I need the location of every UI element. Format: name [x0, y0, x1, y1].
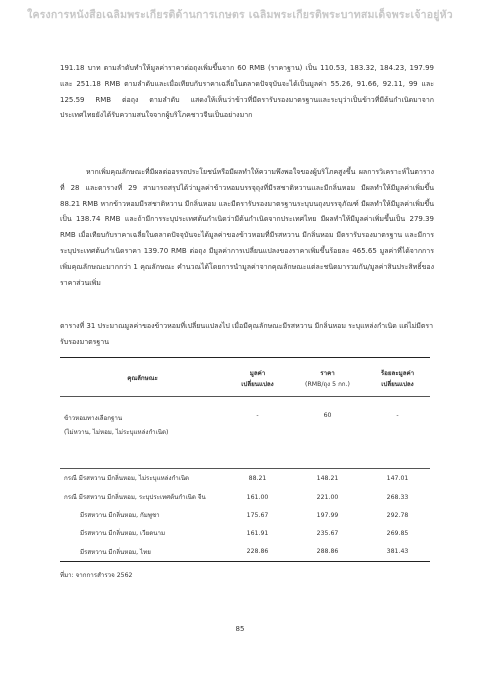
table-row [60, 468, 430, 488]
row-label: กรณี มีรสหวาน มีกลิ่นหอม, ไม่ระบุแหล่งกำเนิด [64, 475, 190, 482]
running-header: ใครงการหนังสือเฉลิมพระเกียรติด้านการเกษตร เฉลิมพระเกียรติพระบาทสมเด็จพระเจ้าอยู่หัว [27, 9, 453, 21]
row-value: 161.91 [246, 529, 269, 537]
header-percent-line2: เปลี่ยนแปลง [381, 380, 414, 388]
table-row [60, 524, 430, 542]
row-price: 197.99 [316, 511, 339, 519]
header-value-change [225, 361, 290, 396]
paragraph-continued: 191.18 บาท ตามลำดับทำให้มูลค่าราคาต่อถุงเพิ่มขึ้นจาก 60 RMB (ราคาฐาน) เป็น 110.53, 183.32, 184.23, 197.99 และ 251.18 RMB ตามลำดับและเมื่อเทียบกับราคาเฉลี่ยในตลาดปัจจุบันจะได้เป็นมูลค่า 55.26, 91.66, 92.11, 99 และ 125.59 RMB ต่อถุง ตามลำดับ แสดงให้เห็นว่าข้าวที่มีตรารับรองมาตรฐานและระบุว่าเป็นข้าวที่มีต้นกำเนิดมาจากประเทศไทยยังได้รับความสนใจจากผู้บริโภคชาวจีนเป็นอย่างมาก [60, 64, 434, 120]
row-percent: 147.01 [386, 474, 409, 482]
page-number: 85 [235, 625, 245, 633]
paragraph-analysis: หากเพิ่มคุณลักษณะที่มีผลต่ออรรถประโยชน์หรือมีผลทำให้ความพึงพอใจของผู้บริโภคสูงขึ้น ผลการวิเคราะห์ในตารางที่ 28 และตารางที่ 29 สามารถสรุปได้ว่ามูลค่าข้าวหอมบรรจุถุงที่มีรสชาติหวานและมีกลิ่นหอม มีผลทำให้มีมูลค่าเพิ่มขึ้น 88.21 RMB หากข้าวหอมมีรสชาติหวาน มีกลิ่นหอม และมีตรารับรองมาตรฐานระบุบนถุงบรรจุภัณฑ์ มีผลทำให้มีมูลค่าเพิ่มขึ้นเป็น 138.74 RMB และถ้ามีการระบุประเทศต้นกำเนิดว่ามีต้นกำเนิดจากประเทศไทย มีผลทำให้มีมูลค่าเพิ่มขึ้นเป็น 279.39 RMB เมื่อเทียบกับราคาเฉลี่ยในตลาดปัจจุบันจะได้มูลค่าของข้าวหอมที่มีรสหวาน มีกลิ่นหอม มีตรารับรองมาตรฐาน และมีการระบุประเทศต้นกำเนิดราคา 139.70 RMB ต่อถุง มีมูลค่าการเปลี่ยนแปลงของราคาเพิ่มขึ้นร้อยละ 465.65 มูลค่าที่ได้จากการเพิ่มคุณลักษณะมากกว่า 1 คุณลักษณะ คำนวณได้โดยการนำมูลค่าจากคุณลักษณะแต่ละชนิดมารวมกัน/มูลค่าสินประสิทธิ์ของราคาส่วนเพิ่ม [60, 168, 434, 287]
row-price: 148.21 [316, 474, 339, 482]
base-percent: - [396, 412, 399, 419]
table-row [60, 542, 430, 561]
row-percent: 268.33 [386, 493, 409, 501]
row-label: มีรสหวาน มีกลิ่นหอม, กัมพูชา [80, 512, 160, 519]
header-attribute: คุณลักษณะ [127, 375, 158, 382]
table-row [60, 488, 430, 506]
table-top-rule [60, 357, 430, 358]
table-caption: ตารางที่ 31 ประมาณมูลค่าของข้าวหอมที่เปลี่ยนแปลงไป เมื่อมีคุณลักษณะมีรสหวาน มีกลิ่นหอม ระบุแหล่งกำเนิด แต่ไม่มีตรารับรองมาตรฐาน [60, 322, 434, 346]
table-row [60, 506, 430, 524]
table-source: ที่มา: จากการสำรวจ 2562 [60, 572, 133, 579]
table-row-base [60, 396, 430, 468]
row-price: 221.00 [316, 493, 339, 501]
base-value: - [256, 412, 259, 419]
header-percent-change [365, 361, 430, 396]
base-price: 60 [323, 412, 332, 419]
table-header-row [60, 361, 430, 396]
row-price: 235.67 [316, 529, 339, 537]
header-percent-line1: ร้อยละมูลค่า [380, 369, 415, 377]
header-price-line2: (RMB/ถุง 5 กก.) [305, 380, 350, 388]
header-price [290, 361, 365, 396]
base-label [60, 396, 225, 468]
base-label-line1: ข้าวหอมทางเลือกฐาน [64, 415, 123, 422]
header-price-line1: ราคา [320, 369, 335, 377]
row-value: 175.67 [246, 511, 269, 519]
row-percent: 292.78 [386, 511, 409, 519]
value-table [60, 361, 430, 561]
row-percent: 381.43 [386, 548, 409, 555]
row-label: มีรสหวาน มีกลิ่นหอม, เวียดนาม [80, 530, 166, 537]
row-percent: 269.85 [386, 529, 409, 537]
base-label-line2: (ไม่หวาน, ไม่หอม, ไม่ระบุแหล่งกำเนิด) [64, 429, 169, 436]
table-bottom-rule [60, 561, 430, 562]
row-value: 228.86 [246, 548, 269, 555]
row-label: กรณี มีรสหวาน มีกลิ่นหอม, ระบุประเทศต้นกำเนิด จีน [64, 494, 206, 501]
row-value: 161.00 [246, 493, 269, 501]
row-label: มีรสหวาน มีกลิ่นหอม, ไทย [80, 548, 151, 556]
header-value-line2: เปลี่ยนแปลง [241, 380, 274, 388]
row-price: 288.86 [316, 548, 339, 555]
header-value-line1: มูลค่า [249, 369, 266, 377]
row-value: 88.21 [248, 474, 267, 482]
